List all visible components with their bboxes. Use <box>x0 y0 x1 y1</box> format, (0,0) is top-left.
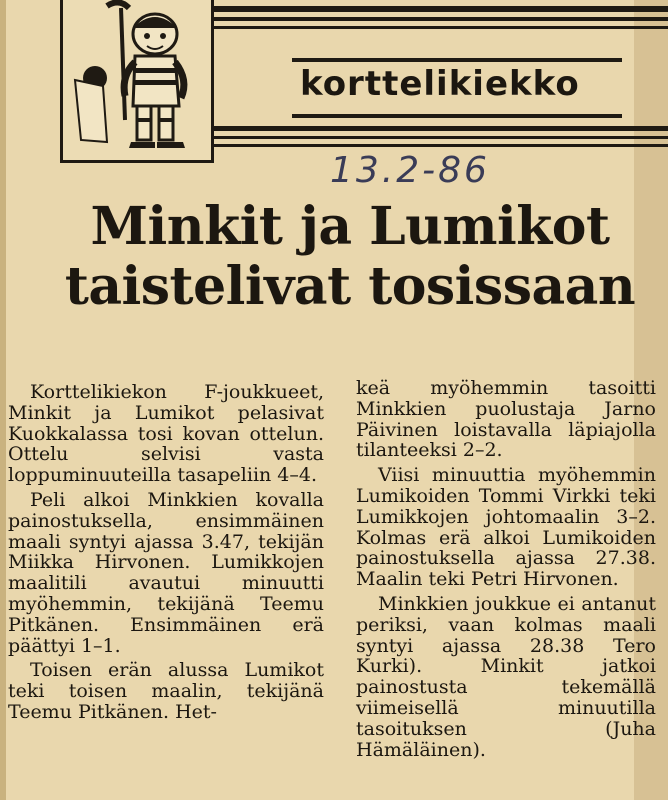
paragraph: Viisi minuuttia myöhemmin Lumikoiden Tommi Virkki teki Lumikkojen johtomaalin 3–2. Kolmas erä alkoi Lumikoiden painostuksella ajassa 27.38. Maalin teki Petri Hirvonen. <box>356 464 656 591</box>
hockey-player-icon <box>63 0 211 157</box>
header-rule <box>205 17 668 21</box>
paragraph: Minkkien joukkue ei antanut periksi, vaan kolmas maali syntyi ajassa 28.38 Tero Kurki). Minkit jatkoi painostusta tekemällä viimeisellä minuutilla tasoituksen (Juha Hämäläinen). <box>356 592 656 761</box>
article-column-left <box>8 382 324 727</box>
headline-line-1: Minkit ja Lumikot <box>90 196 610 257</box>
headline-line-2: taistelivat tosissaan <box>64 256 636 317</box>
paper-left-edge <box>0 0 6 800</box>
header-rule <box>205 136 668 139</box>
header-rule <box>205 6 668 12</box>
paragraph: Peli alkoi Minkkien kovalla painostuksella, ensimmäinen maali syntyi ajassa 3.47, tekijän Miikka Hirvonen. Lumikkojen maalitili avautui minuutti myöhemmin, tekijänä Teemu Pitkänen. Ensimmäinen erä päättyi 1–1. <box>8 488 324 657</box>
paragraph: Korttelikiekon F-joukkueet, Minkit ja Lumikot pelasivat Kuokkalassa tosi kovan ottelun. Ottelu selvisi vasta loppuminuuteilla tasapeliin 4–4. <box>8 381 324 487</box>
handwritten-date: 13.2-86 <box>330 150 490 191</box>
paragraph: Toisen erän alussa Lumikot teki toisen maalin, tekijänä Teemu Pitkänen. Het- <box>8 659 324 723</box>
header-rule <box>205 26 668 29</box>
hockey-mascot-logo <box>60 0 214 163</box>
header-rule <box>205 126 668 131</box>
article-headline <box>60 197 640 317</box>
header-rule <box>205 144 668 147</box>
paragraph: keä myöhemmin tasoitti Minkkien puolustaja Jarno Päivinen loistavalla läpiajolla tilanteeksi 2–2. <box>356 377 656 462</box>
article-column-right <box>356 378 656 764</box>
section-label: korttelikiekko <box>300 64 580 104</box>
